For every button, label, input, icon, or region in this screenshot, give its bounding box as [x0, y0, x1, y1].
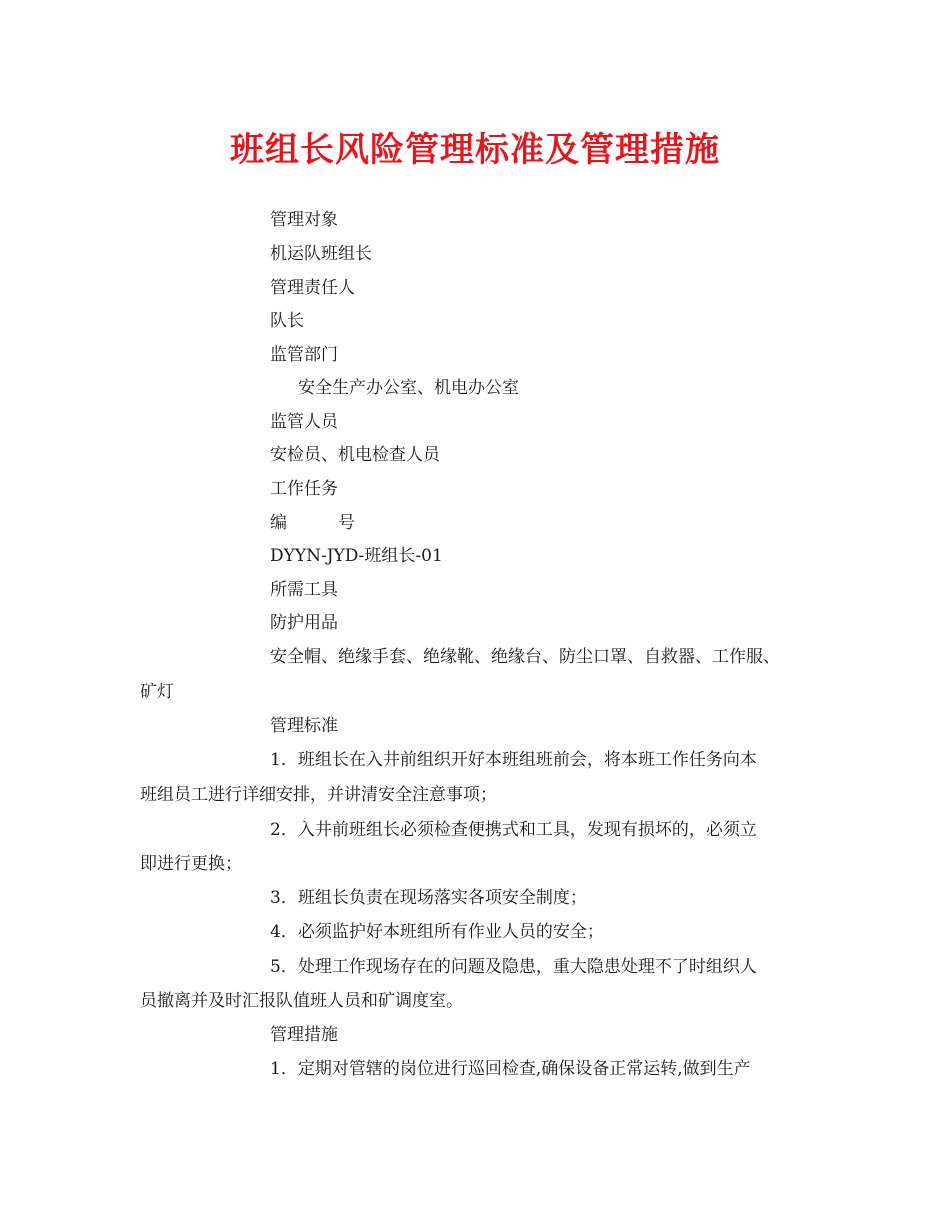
object-label: 管理对象: [270, 210, 338, 230]
standard-item-5-line1: 5．处理工作现场存在的问题及隐患，重大隐患处理不了时组织人: [270, 957, 757, 977]
standard-item-3: 3．班组长负责在现场落实各项安全制度；: [270, 888, 587, 908]
task-label: 工作任务: [270, 479, 338, 499]
ppe-value-line1: 安全帽、绝缘手套、绝缘靴、绝缘台、防尘口罩、自救器、工作服、: [270, 647, 780, 667]
standard-item-1-line1: 1．班组长在入井前组织开好本班组班前会，将本班工作任务向本: [270, 750, 757, 770]
standard-item-2-line2: 即进行更换；: [140, 854, 242, 874]
standard-item-1-line2: 班组员工进行详细安排，并讲清安全注意事项；: [140, 785, 497, 805]
supervisor-label: 监管人员: [270, 412, 338, 432]
responsible-label: 管理责任人: [270, 278, 355, 298]
standard-item-5-line2: 员撤离并及时汇报队值班人员和矿调度室。: [140, 991, 463, 1011]
tools-label: 所需工具: [270, 580, 338, 600]
ppe-label: 防护用品: [270, 613, 338, 633]
measure-item-1-line1: 1．定期对管辖的岗位进行巡回检查,确保设备正常运转,做到生产: [270, 1059, 751, 1079]
dept-value: 安全生产办公室、机电办公室: [298, 378, 519, 398]
ppe-value-line2: 矿灯: [140, 682, 174, 702]
object-value: 机运队班组长: [270, 244, 372, 264]
standard-item-2-line1: 2．入井前班组长必须检查便携式和工具，发现有损坏的，必须立: [270, 820, 757, 840]
dept-label: 监管部门: [270, 345, 338, 365]
document-title: 班组长风险管理标准及管理措施: [230, 130, 720, 170]
supervisor-value: 安检员、机电检查人员: [270, 445, 440, 465]
number-label: 编 号: [270, 513, 355, 533]
standard-item-4: 4．必须监护好本班组所有作业人员的安全；: [270, 922, 604, 942]
responsible-value: 队长: [270, 311, 304, 331]
number-value: DYYN-JYD-班组长-01: [270, 546, 443, 566]
measures-heading: 管理措施: [270, 1025, 338, 1045]
standards-heading: 管理标准: [270, 716, 338, 736]
